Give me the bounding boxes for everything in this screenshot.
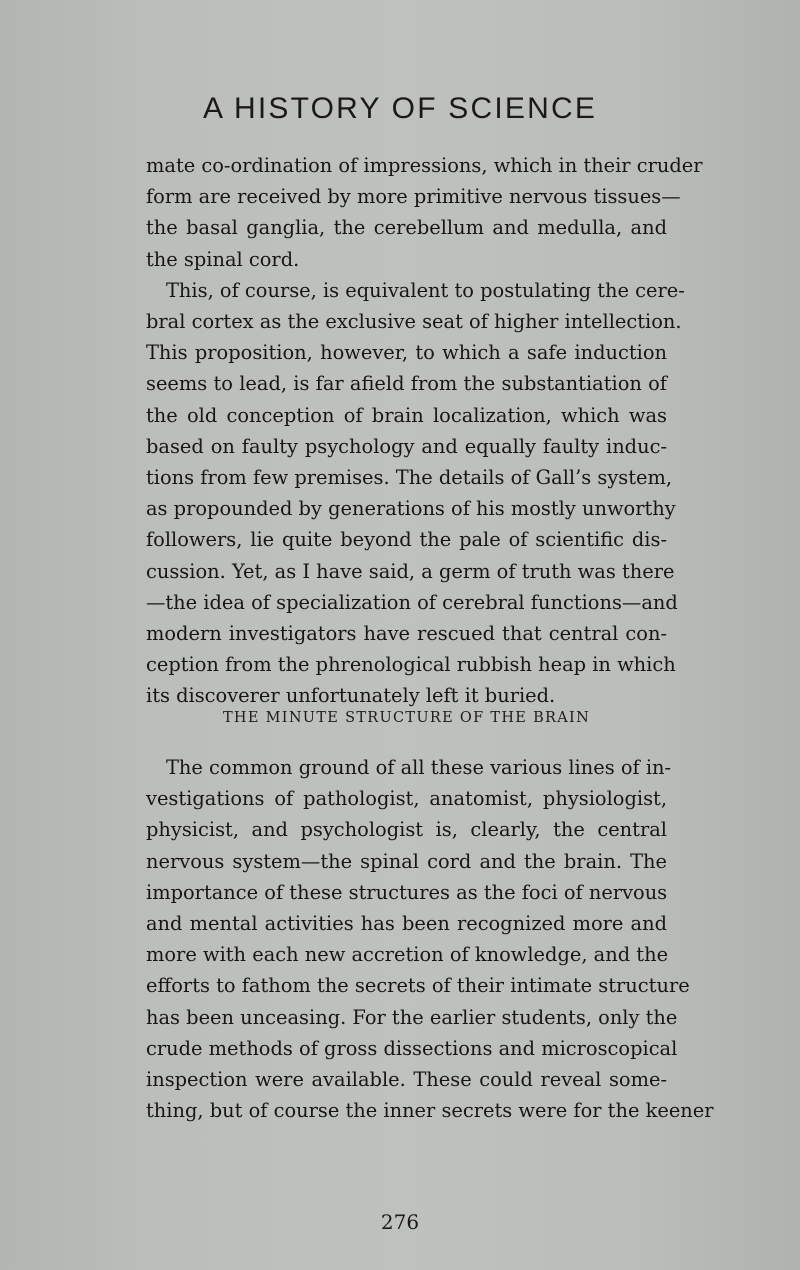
text-line: physicist, and psychologist is, clearly, the central <box>146 818 667 842</box>
text-line: mate co-ordination of impressions, which in their cruder <box>146 154 703 177</box>
text-line: crude methods of gross dissections and microscopical <box>146 1036 678 1060</box>
text-line: seems to lead, is far afield from the substantiation of <box>146 372 667 396</box>
text-line: the spinal cord. <box>146 247 300 271</box>
text-line: —the idea of specialization of cerebral functions—and <box>146 590 678 614</box>
text-line: based on faulty psychology and equally faulty induc- <box>146 434 667 458</box>
text-line: the basal ganglia, the cerebellum and medulla, and <box>146 216 667 240</box>
text-line: vestigations of pathologist, anatomist, physiologist, <box>146 787 667 811</box>
text-line: modern investigators have rescued that central con- <box>146 622 667 646</box>
text-line: thing, but of course the inner secrets were for the keener <box>146 1099 714 1123</box>
page-number: 276 <box>380 1210 420 1234</box>
text-line: has been unceasing. For the earlier students, only the <box>146 1005 678 1029</box>
text-line: tions from few premises. The details of Gall’s system, <box>146 466 673 490</box>
text-line: the old conception of brain localization, which was <box>146 403 667 427</box>
text-line: and mental activities has been recognized more and <box>146 912 667 936</box>
text-line: bral cortex as the exclusive seat of higher intellection. <box>146 310 682 334</box>
text-line: efforts to fathom the secrets of their intimate structure <box>146 974 690 998</box>
text-line: form are received by more primitive nervous tissues— <box>146 185 681 209</box>
section-heading: THE MINUTE STRUCTURE OF THE BRAIN <box>222 710 591 726</box>
text-line: The common ground of all these various lines of in- <box>166 756 672 779</box>
text-line: This proposition, however, to which a safe induction <box>146 341 667 365</box>
paragraph-1 <box>146 150 703 712</box>
text-line: cussion. Yet, as I have said, a germ of truth was there <box>146 559 675 583</box>
text-line: as propounded by generations of his mostly unworthy <box>146 497 676 521</box>
text-line: importance of these structures as the foci of nervous <box>146 880 668 904</box>
paragraph-2 <box>146 752 714 1126</box>
text-line: more with each new accretion of knowledge, and the <box>146 943 669 967</box>
text-line: inspection were available. These could reveal some- <box>146 1068 667 1092</box>
text-line: This, of course, is equivalent to postulating the cere- <box>166 278 685 302</box>
text-line: followers, lie quite beyond the pale of scientific dis- <box>146 528 667 552</box>
text-line: its discoverer unfortunately left it buried. <box>146 684 556 708</box>
text-line: nervous system—the spinal cord and the brain. The <box>146 849 667 873</box>
running-head: A HISTORY OF SCIENCE <box>202 92 598 125</box>
text-line: ception from the phrenological rubbish heap in which <box>146 653 676 677</box>
